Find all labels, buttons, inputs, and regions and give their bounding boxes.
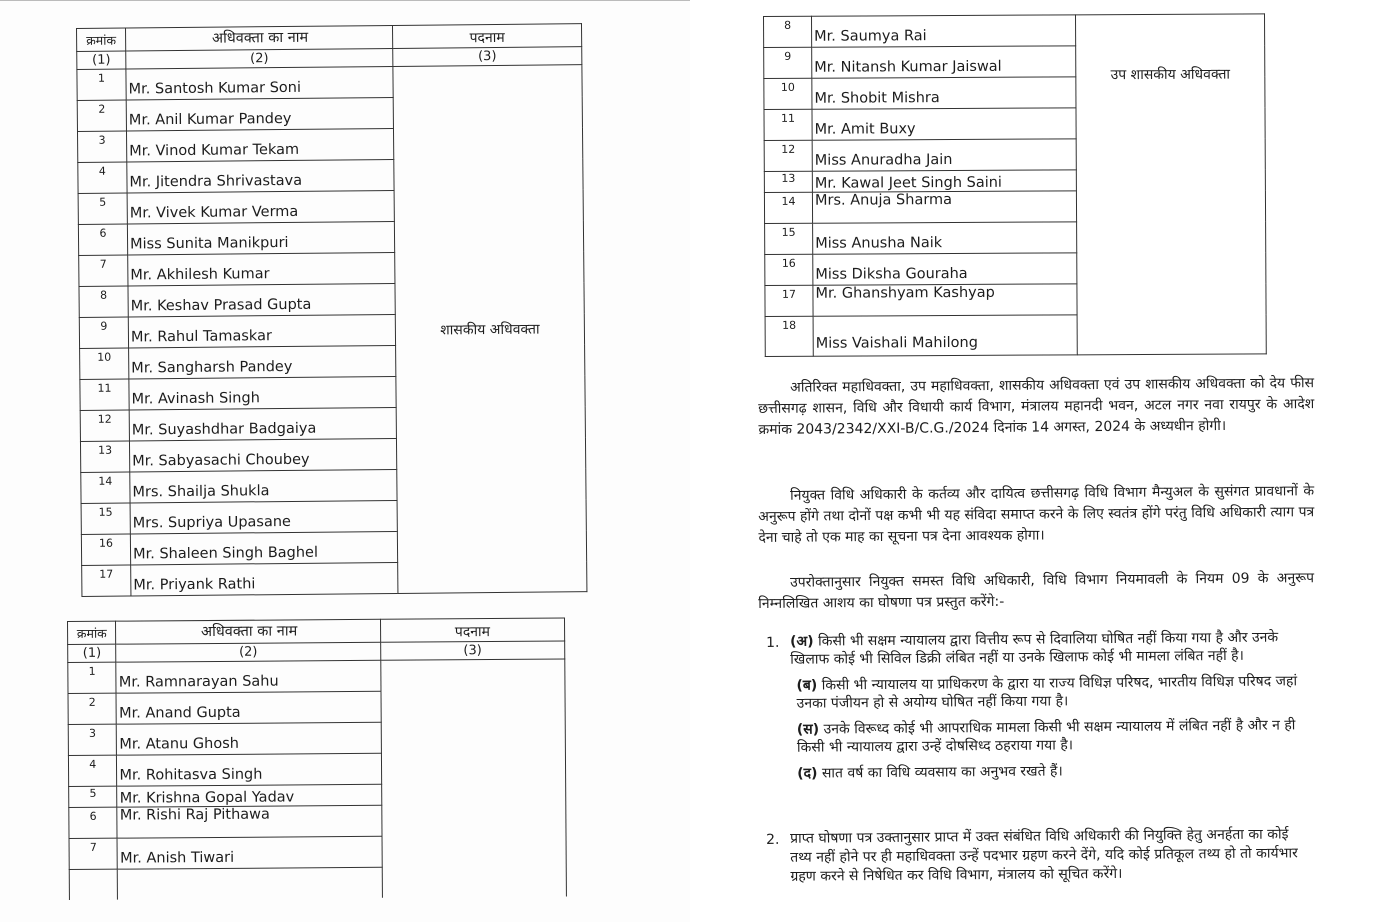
- name-cell: Mr. Krishna Gopal Yadav: [117, 784, 381, 807]
- name-cell: Mr. Akhilesh Kumar: [128, 252, 395, 286]
- name-cell: Mr. Saumya Rai: [812, 15, 1076, 47]
- name-cell: Mrs. Anuja Sharma: [812, 191, 1076, 223]
- serial-cell: 15: [81, 503, 130, 534]
- name-cell: Mr. Rahul Tamaskar: [128, 314, 395, 348]
- header-serial: क्रमांक: [68, 621, 117, 644]
- serial-cell: 2: [68, 693, 117, 724]
- serial-cell: 4: [68, 755, 117, 786]
- table-header: [68, 618, 565, 644]
- sub-item-c: [791, 716, 1315, 757]
- table-row: [77, 65, 582, 101]
- name-cell: Mr. Priyank Rathi: [131, 562, 398, 596]
- sub-label: (द): [797, 765, 818, 782]
- list-number: 2.: [766, 831, 780, 848]
- name-cell: Mr. Anish Tiwari: [117, 836, 381, 869]
- name-cell: [118, 867, 382, 899]
- serial-cell: 13: [764, 171, 812, 192]
- serial-cell: 10: [80, 348, 129, 379]
- header-designation: पदनाम: [392, 24, 581, 49]
- header-designation: पदनाम: [380, 618, 564, 642]
- serial-cell: 7: [69, 838, 118, 869]
- col-index-3: (3): [380, 641, 564, 660]
- serial-cell: 5: [78, 193, 127, 224]
- designation-cell: [380, 659, 566, 898]
- name-cell: Mr. Rohitasva Singh: [117, 753, 381, 786]
- serial-cell: 6: [69, 807, 118, 838]
- name-cell: Mr. Ghanshyam Kashyap: [813, 284, 1077, 316]
- name-cell: Miss Sunita Manikpuri: [127, 221, 394, 255]
- page-top-rule: [0, 0, 690, 1]
- col-index-3: (3): [393, 47, 582, 67]
- serial-cell: 7: [79, 255, 128, 286]
- declaration-list-item-2: [766, 825, 1315, 895]
- name-cell: Mr. Santosh Kumar Soni: [126, 66, 393, 100]
- name-cell: Mr. Sabyasachi Choubey: [129, 438, 396, 472]
- serial-cell: 8: [79, 286, 128, 317]
- sub-text: सात वर्ष का विधि व्यवसाय का अनुभव रखते हैं।: [821, 763, 1063, 782]
- name-cell: Miss Anuradha Jain: [812, 139, 1076, 171]
- serial-cell: 9: [79, 317, 128, 348]
- name-cell: Mr. Vinod Kumar Tekam: [126, 128, 393, 162]
- serial-cell: 9: [764, 47, 812, 78]
- name-cell: Mr. Rishi Raj Pithawa: [117, 805, 381, 838]
- name-cell: Miss Vaishali Mahilong: [813, 315, 1077, 356]
- serial-cell: 17: [765, 285, 813, 316]
- serial-cell: 1: [68, 662, 117, 693]
- sub-text: उनके विरूध्द कोई भी आपराधिक मामला किसी भी सक्षम न्यायालय में लंबित नहीं है और न ही किसी भी न्यायालय द्वारा उन्हें दोषसिध्द ठहराया गया है।: [796, 717, 1296, 756]
- list-body: [790, 628, 1315, 791]
- name-cell: Miss Anusha Naik: [813, 222, 1077, 254]
- paragraph-text: नियुक्त विधि अधिकारी के कर्तव्य और दायित्व छत्तीसगढ़ विधि विभाग मैन्युअल के सुसंगत प्रावधानों के अनुरूप होंगे तथा दोनों पक्ष कभी भी यह संविदा समाप्त करने के लिए स्वतंत्र होंगे परंतु विधि अधिकारी त्याग पत्र देना चाहे तो एक माह का सूचना पत्र देना आवश्यक होगा।: [758, 483, 1315, 546]
- serial-cell: 3: [77, 131, 126, 162]
- col-index-1: (1): [68, 644, 117, 662]
- name-cell: Mr. Shobit Mishra: [812, 77, 1076, 109]
- name-cell: Mr. Sangharsh Pandey: [129, 345, 396, 379]
- serial-cell: 13: [80, 441, 129, 472]
- name-cell: Mr. Anand Gupta: [116, 691, 380, 724]
- serial-cell: 16: [81, 534, 130, 565]
- header-name: अधिवक्ता का नाम: [116, 619, 380, 644]
- serial-cell: 17: [82, 565, 131, 596]
- col-index-1: (1): [77, 51, 126, 69]
- serial-cell: 5: [69, 786, 118, 807]
- designation-cell: शासकीय अधिवक्ता: [393, 65, 587, 594]
- serial-cell: 10: [764, 78, 812, 109]
- table-row: [68, 659, 565, 693]
- name-cell: Miss Diksha Gouraha: [813, 253, 1077, 285]
- sub-item-b: [790, 672, 1314, 713]
- serial-cell: 16: [765, 254, 813, 285]
- list-item: [766, 628, 1315, 791]
- sub-text: किसी भी सक्षम न्यायालय द्वारा वित्तीय रूप से दिवालिया घोषित नहीं किया गया है और उनके खिलाफ कोई भी सिविल डिक्री लंबित नहीं या उनके खिलाफ कोई भी मामला लंबित नहीं है।: [790, 629, 1279, 668]
- serial-cell: 14: [764, 192, 812, 223]
- serial-cell: 11: [80, 379, 129, 410]
- sub-label: (अ): [790, 633, 814, 650]
- declaration-paragraph: [758, 568, 1314, 615]
- serial-cell: 12: [80, 410, 129, 441]
- paragraph-text: अतिरिक्त महाधिवक्ता, उप महाधिवक्ता, शासकीय अधिवक्ता एवं उप शासकीय अधिवक्ता को देय फीस छत्तीसगढ़ शासन, विधि और विधायी कार्य विभाग, मंत्रालय महानदी भवन, अटल नगर नवा रायपुर के आदेश क्रमांक 2043/2342/XXI-B/C.G./2024 दिनांक 14 अगस्त, 2024 के अध्यधीन होगी।: [758, 375, 1315, 438]
- list-item: [766, 825, 1315, 895]
- declaration-list-item-1: [766, 628, 1315, 791]
- name-cell: Mr. Shaleen Singh Baghel: [130, 531, 397, 565]
- list-number: 1.: [766, 634, 780, 651]
- name-cell: Mr. Vivek Kumar Verma: [127, 190, 394, 224]
- name-cell: Mr. Amit Buxy: [812, 108, 1076, 140]
- serial-cell: 6: [78, 224, 127, 255]
- serial-cell: 14: [81, 472, 130, 503]
- table-row: [764, 14, 1265, 48]
- advocates-table-1: [76, 23, 587, 597]
- serial-cell: 18: [765, 316, 813, 356]
- advocates-table-3: [763, 13, 1267, 357]
- serial-cell: 4: [78, 162, 127, 193]
- name-cell: Mr. Anil Kumar Pandey: [126, 97, 393, 131]
- sub-label: (स): [796, 721, 820, 738]
- sub-label: (ब): [796, 677, 818, 694]
- name-cell: Mr. Jitendra Shrivastava: [127, 159, 394, 193]
- serial-cell: [69, 869, 118, 900]
- serial-cell: 15: [765, 223, 813, 254]
- fee-paragraph: [758, 373, 1315, 441]
- name-cell: Mr. Ramnarayan Sahu: [116, 660, 380, 693]
- paragraph-text: उपरोक्तानुसार नियुक्त समस्त विधि अधिकारी, विधि विभाग नियमावली के नियम 09 के अनुरूप निम्नलिखित आशय का घोषणा पत्र प्रस्तुत करेंगे:-: [758, 570, 1315, 612]
- right-page: [700, 0, 1373, 922]
- name-cell: Mr. Atanu Ghosh: [117, 722, 381, 755]
- name-cell: Mrs. Supriya Upasane: [130, 500, 397, 534]
- serial-cell: 2: [77, 100, 126, 131]
- header-name: अधिवक्ता का नाम: [126, 25, 393, 51]
- list-body: [790, 825, 1315, 895]
- col-index-2: (2): [126, 48, 393, 69]
- serial-cell: 3: [68, 724, 117, 755]
- name-cell: Mr. Nitansh Kumar Jaiswal: [812, 46, 1076, 78]
- advocates-table-2: [67, 618, 567, 900]
- serial-cell: 11: [764, 109, 812, 140]
- serial-cell: 12: [764, 140, 812, 171]
- list-text: प्राप्त घोषणा पत्र उक्तानुसार प्राप्त में उक्त संबंधित विधि अधिकारी की नियुक्ति हेतु अनर्हता का कोई तथ्य नहीं होने पर ही महाधिवक्ता उन्हें पदभार ग्रहण करने देंगे, यदि कोई प्रतिकूल तथ्य हो तो कार्यभार ग्रहण करने से निषेधित कर विधि विभाग, मंत्रालय को सूचित करेंगे।: [790, 826, 1298, 885]
- name-cell: Mrs. Shailja Shukla: [130, 469, 397, 503]
- col-index-2: (2): [116, 642, 380, 662]
- header-serial: क्रमांक: [77, 28, 126, 51]
- duties-paragraph: [758, 481, 1315, 549]
- designation-cell: उप शासकीय अधिवक्ता: [1075, 14, 1266, 355]
- name-cell: Mr. Suyashdhar Badgaiya: [129, 407, 396, 441]
- name-cell: Mr. Avinash Singh: [129, 376, 396, 410]
- name-cell: Mr. Keshav Prasad Gupta: [128, 283, 395, 317]
- serial-cell: 1: [77, 69, 126, 100]
- sub-text: किसी भी न्यायालय या प्राधिकरण के द्वारा या राज्य विधिज्ञ परिषद, भारतीय विधिज्ञ परिषद जहां उनका पंजीयन हो से अयोग्य घोषित नहीं किया गया है।: [796, 673, 1298, 712]
- serial-cell: 8: [764, 16, 812, 47]
- sub-item-a: [790, 628, 1314, 669]
- name-cell: Mr. Kawal Jeet Singh Saini: [812, 170, 1076, 192]
- sub-item-d: [791, 760, 1315, 783]
